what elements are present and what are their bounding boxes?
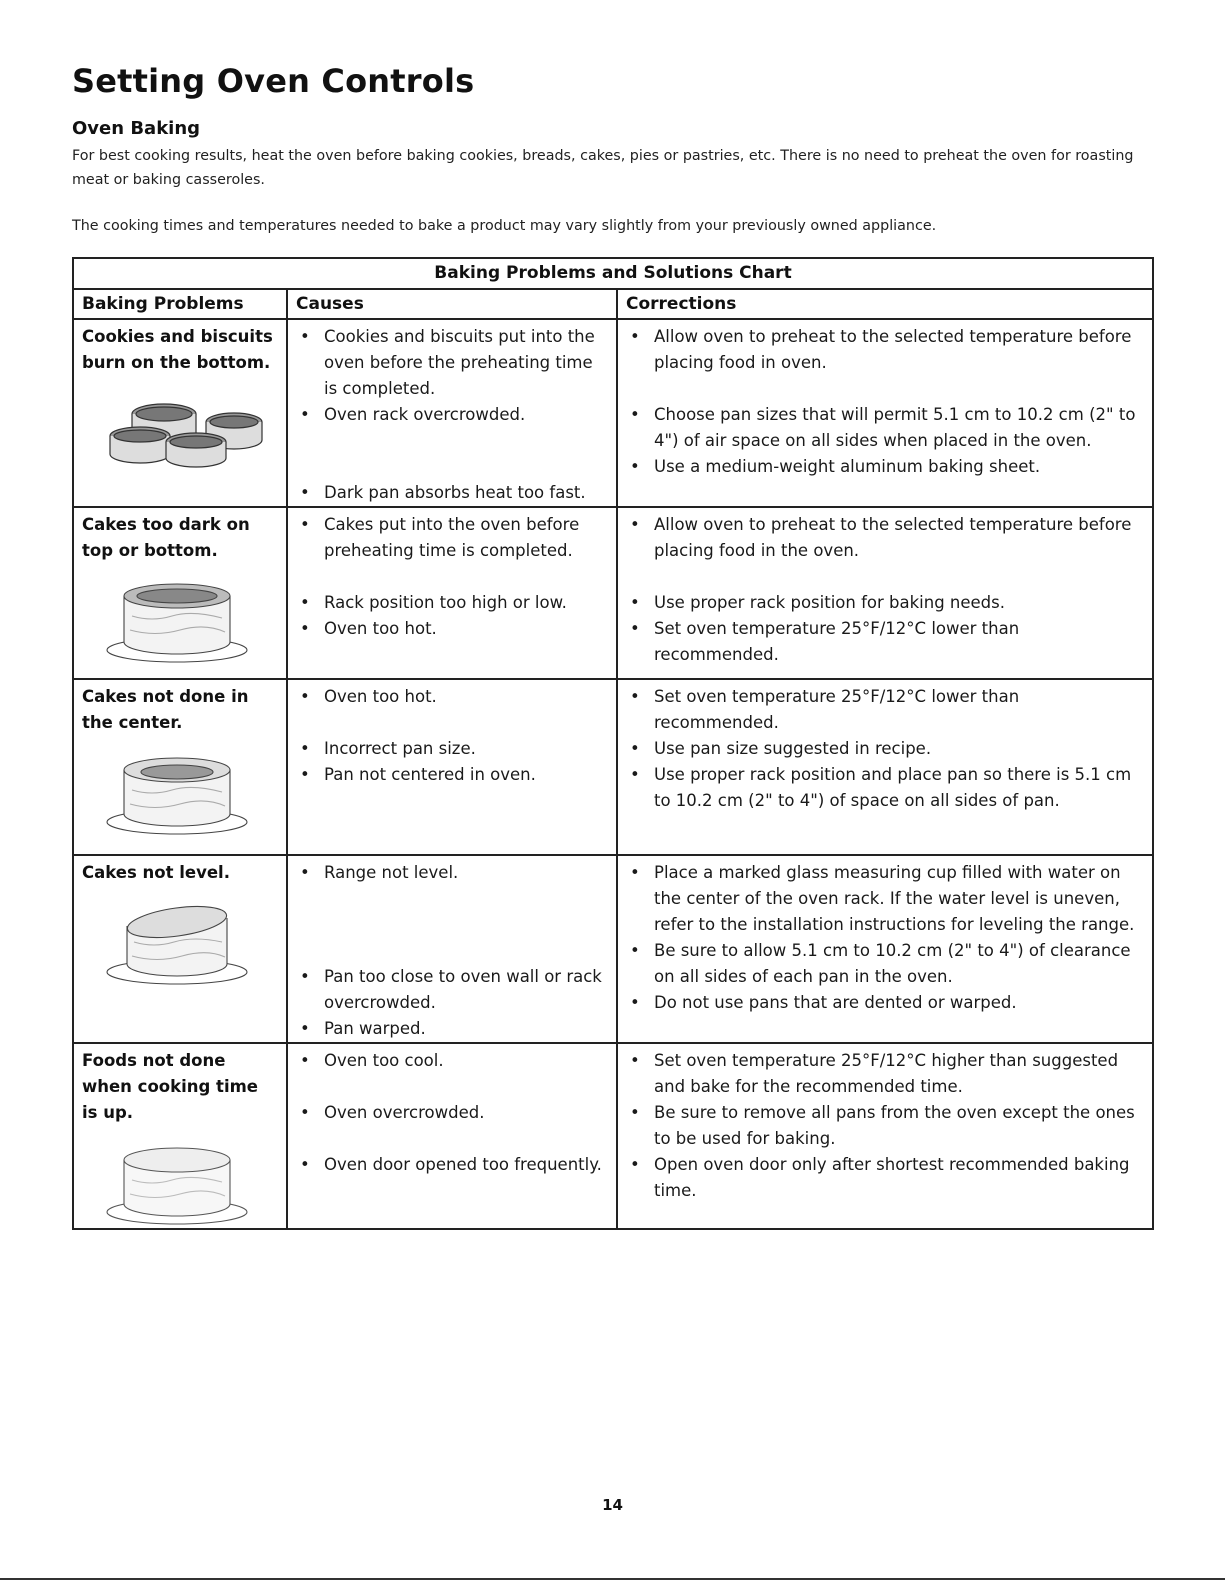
cause-item: • Pan too close to oven wall or rack overcrowded.	[296, 964, 608, 1016]
page-number: 14	[602, 1496, 623, 1514]
causes-cell	[287, 855, 617, 1043]
bottom-rule	[0, 1578, 1225, 1580]
causes-cell	[287, 507, 617, 679]
cause-item: • Dark pan absorbs heat too fast.	[296, 480, 608, 506]
correction-item: • Do not use pans that are dented or warped.	[626, 990, 1144, 1016]
cause-item: • Oven too hot.	[296, 684, 608, 710]
section-title: Oven Baking	[72, 118, 201, 139]
cake-sunken-icon	[102, 748, 252, 838]
problem-label: Cakes too dark on top or bottom.	[82, 515, 250, 560]
correction-item: • Use pan size suggested in recipe.	[626, 736, 1144, 762]
correction-item: • Be sure to remove all pans from the oven except the ones to be used for baking.	[626, 1100, 1144, 1152]
cause-item: • Oven too hot.	[296, 616, 608, 642]
problem-cell	[73, 855, 287, 1043]
cake-pale-icon	[102, 1138, 252, 1228]
correction-item: • Set oven temperature 25°F/12°C lower than recommended.	[626, 684, 1144, 736]
corrections-cell	[617, 507, 1153, 679]
corrections-cell	[617, 855, 1153, 1043]
cause-item: • Cakes put into the oven before preheating time is completed.	[296, 512, 608, 564]
intro-paragraph: For best cooking results, heat the oven before baking cookies, breads, cakes, pies or pastries, etc. There is no need to preheat the oven for roasting meat or baking casseroles.	[72, 148, 1134, 188]
causes-cell	[287, 1043, 617, 1229]
cause-item: • Range not level.	[296, 860, 608, 886]
causes-cell	[287, 319, 617, 507]
correction-item: • Set oven temperature 25°F/12°C higher than suggested and bake for the recommended time.	[626, 1048, 1144, 1100]
cause-item: • Rack position too high or low.	[296, 590, 608, 616]
correction-item: • Use proper rack position for baking needs.	[626, 590, 1144, 616]
cause-item: • Pan warped.	[296, 1016, 608, 1042]
page-title: Setting Oven Controls	[72, 62, 475, 100]
table-row	[73, 1043, 1153, 1229]
cause-item: • Oven rack overcrowded.	[296, 402, 608, 428]
cause-item: • Oven too cool.	[296, 1048, 608, 1074]
column-header-corrections: Corrections	[617, 289, 1153, 319]
cause-item: • Incorrect pan size.	[296, 736, 608, 762]
problem-label: Foods not done when cooking time is up.	[82, 1051, 258, 1122]
chart-title: Baking Problems and Solutions Chart	[73, 258, 1153, 289]
table-row	[73, 679, 1153, 855]
corrections-cell	[617, 679, 1153, 855]
correction-item: • Choose pan sizes that will permit 5.1 cm to 10.2 cm (2" to 4") of air space on all sides when placed in the oven.	[626, 402, 1144, 454]
correction-item: • Use a medium-weight aluminum baking sheet.	[626, 454, 1144, 480]
column-header-problems: Baking Problems	[73, 289, 287, 319]
correction-item: • Allow oven to preheat to the selected temperature before placing food in the oven.	[626, 512, 1144, 564]
problem-cell	[73, 679, 287, 855]
correction-item: • Place a marked glass measuring cup filled with water on the center of the oven rack. If the water level is uneven, refer to the installation instructions for leveling the range.	[626, 860, 1144, 938]
causes-cell	[287, 679, 617, 855]
cookie-pans-icon	[102, 388, 267, 468]
corrections-cell	[617, 1043, 1153, 1229]
cause-item: • Pan not centered in oven.	[296, 762, 608, 788]
problem-cell	[73, 1043, 287, 1229]
intro-note: The cooking times and temperatures needed to bake a product may vary slightly from your previously owned appliance.	[72, 218, 937, 234]
problem-cell	[73, 319, 287, 507]
cake-icon	[102, 576, 252, 666]
cause-item: • Oven overcrowded.	[296, 1100, 608, 1126]
corrections-cell	[617, 319, 1153, 507]
table-row	[73, 855, 1153, 1043]
correction-item: • Be sure to allow 5.1 cm to 10.2 cm (2" to 4") of clearance on all sides of each pan in the oven.	[626, 938, 1144, 990]
correction-item: • Set oven temperature 25°F/12°C lower than recommended.	[626, 616, 1144, 668]
problem-label: Cookies and biscuits burn on the bottom.	[82, 327, 273, 372]
correction-item: • Allow oven to preheat to the selected temperature before placing food in oven.	[626, 324, 1144, 376]
problem-cell	[73, 507, 287, 679]
problem-label: Cakes not done in the center.	[82, 687, 249, 732]
column-header-causes: Causes	[287, 289, 617, 319]
baking-problems-chart	[72, 257, 1154, 1230]
table-row	[73, 319, 1153, 507]
table-row	[73, 507, 1153, 679]
cause-item: • Cookies and biscuits put into the oven before the preheating time is completed.	[296, 324, 608, 402]
correction-item: • Open oven door only after shortest recommended baking time.	[626, 1152, 1144, 1204]
cause-item: • Oven door opened too frequently.	[296, 1152, 608, 1178]
cake-tilted-icon	[102, 898, 252, 988]
problem-label: Cakes not level.	[82, 863, 230, 882]
correction-item: • Use proper rack position and place pan so there is 5.1 cm to 10.2 cm (2" to 4") of space on all sides of pan.	[626, 762, 1144, 814]
